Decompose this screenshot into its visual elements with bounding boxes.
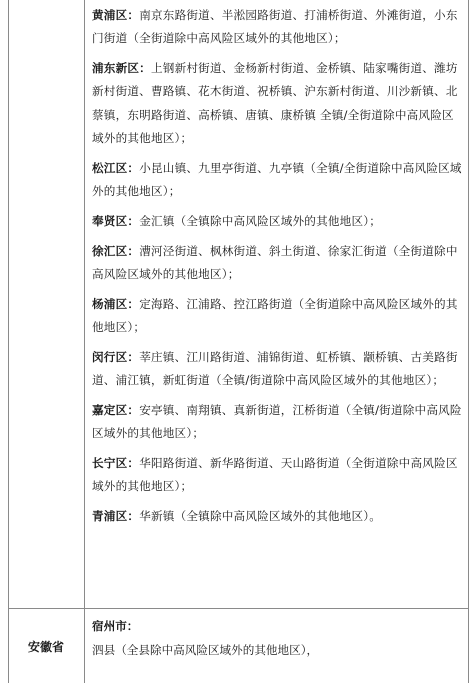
district-name: 嘉定区： [92, 402, 140, 417]
district-name: 徐汇区： [92, 243, 140, 258]
district-name: 长宁区： [92, 456, 140, 471]
area-entry [92, 293, 464, 340]
district-areas: 莘庄镇、江川路街道、浦锦街道、虹桥镇、颛桥镇、古美路街道、浦江镇，新虹街道（全镇/街道除中高风险区域外的其他地区）； [92, 349, 458, 388]
city-name: 宿州市： [92, 619, 139, 633]
district-areas: 金汇镇（全镇除中高风险区域外的其他地区）； [139, 213, 382, 228]
district-name: 奉贤区： [92, 213, 140, 228]
table-row-divider [8, 608, 469, 609]
area-entry [92, 210, 464, 233]
district-areas: 定海路、江浦路、控江路街道（全街道除中高风险区域外的其他地区）； [92, 296, 458, 335]
district-areas: 小昆山镇、九里亭街道、九亭镇（全镇/全街道除中高风险区域外的其他地区）； [92, 160, 462, 199]
area-entry [92, 346, 464, 393]
district-areas: 上钢新村街道、金杨新村街道、金桥镇、陆家嘴街道、潍坊新村街道、曹路镇、花木街道、祝桥镇、沪东新村街道、川沙新镇、北蔡镇，东明路街道、高桥镇、唐镇、康桥镇 全镇/全街道除中高风险区域外的其他地区）； [92, 61, 458, 145]
area-entry [92, 4, 464, 51]
district-name: 青浦区： [92, 509, 140, 524]
area-entry [92, 240, 464, 287]
area-entry [92, 505, 464, 528]
county-areas: 泗县（全县除中高风险区域外的其他地区）， [92, 643, 319, 657]
table-left-border [8, 0, 9, 683]
area-entry [92, 157, 464, 204]
district-name: 浦东新区： [92, 61, 151, 76]
table-column-divider [84, 0, 85, 683]
anhui-area-list [92, 614, 464, 662]
document-table [8, 0, 469, 683]
district-name: 黄浦区： [92, 8, 140, 22]
shanghai-area-list [92, 4, 464, 535]
district-name: 闵行区： [92, 349, 140, 364]
district-name: 杨浦区： [92, 296, 140, 311]
district-areas: 安亭镇、南翔镇、真新街道，江桥街道（全镇/街道除中高风险区域外的其他地区）； [92, 402, 462, 441]
district-areas: 华阳路街道、新华路街道、天山路街道（全街道除中高风险区域外的其他地区）； [92, 456, 458, 494]
district-areas: 南京东路街道、半淞园路街道、打浦桥街道、外滩街道，小东门街道（全街道除中高风险区域外的其他地区）； [92, 8, 458, 46]
district-name: 松江区： [92, 160, 140, 175]
district-areas: 华新镇（全镇除中高风险区域外的其他地区）。 [139, 509, 382, 524]
area-entry [92, 452, 464, 499]
area-entry [92, 399, 464, 446]
area-entry [92, 57, 464, 150]
province-name: 安徽省 [27, 640, 64, 654]
table-right-border [468, 0, 469, 683]
district-areas: 漕河泾街道、枫林街道、斜土街道、徐家汇街道（全街道除中高风险区域外的其他地区）； [92, 243, 458, 281]
